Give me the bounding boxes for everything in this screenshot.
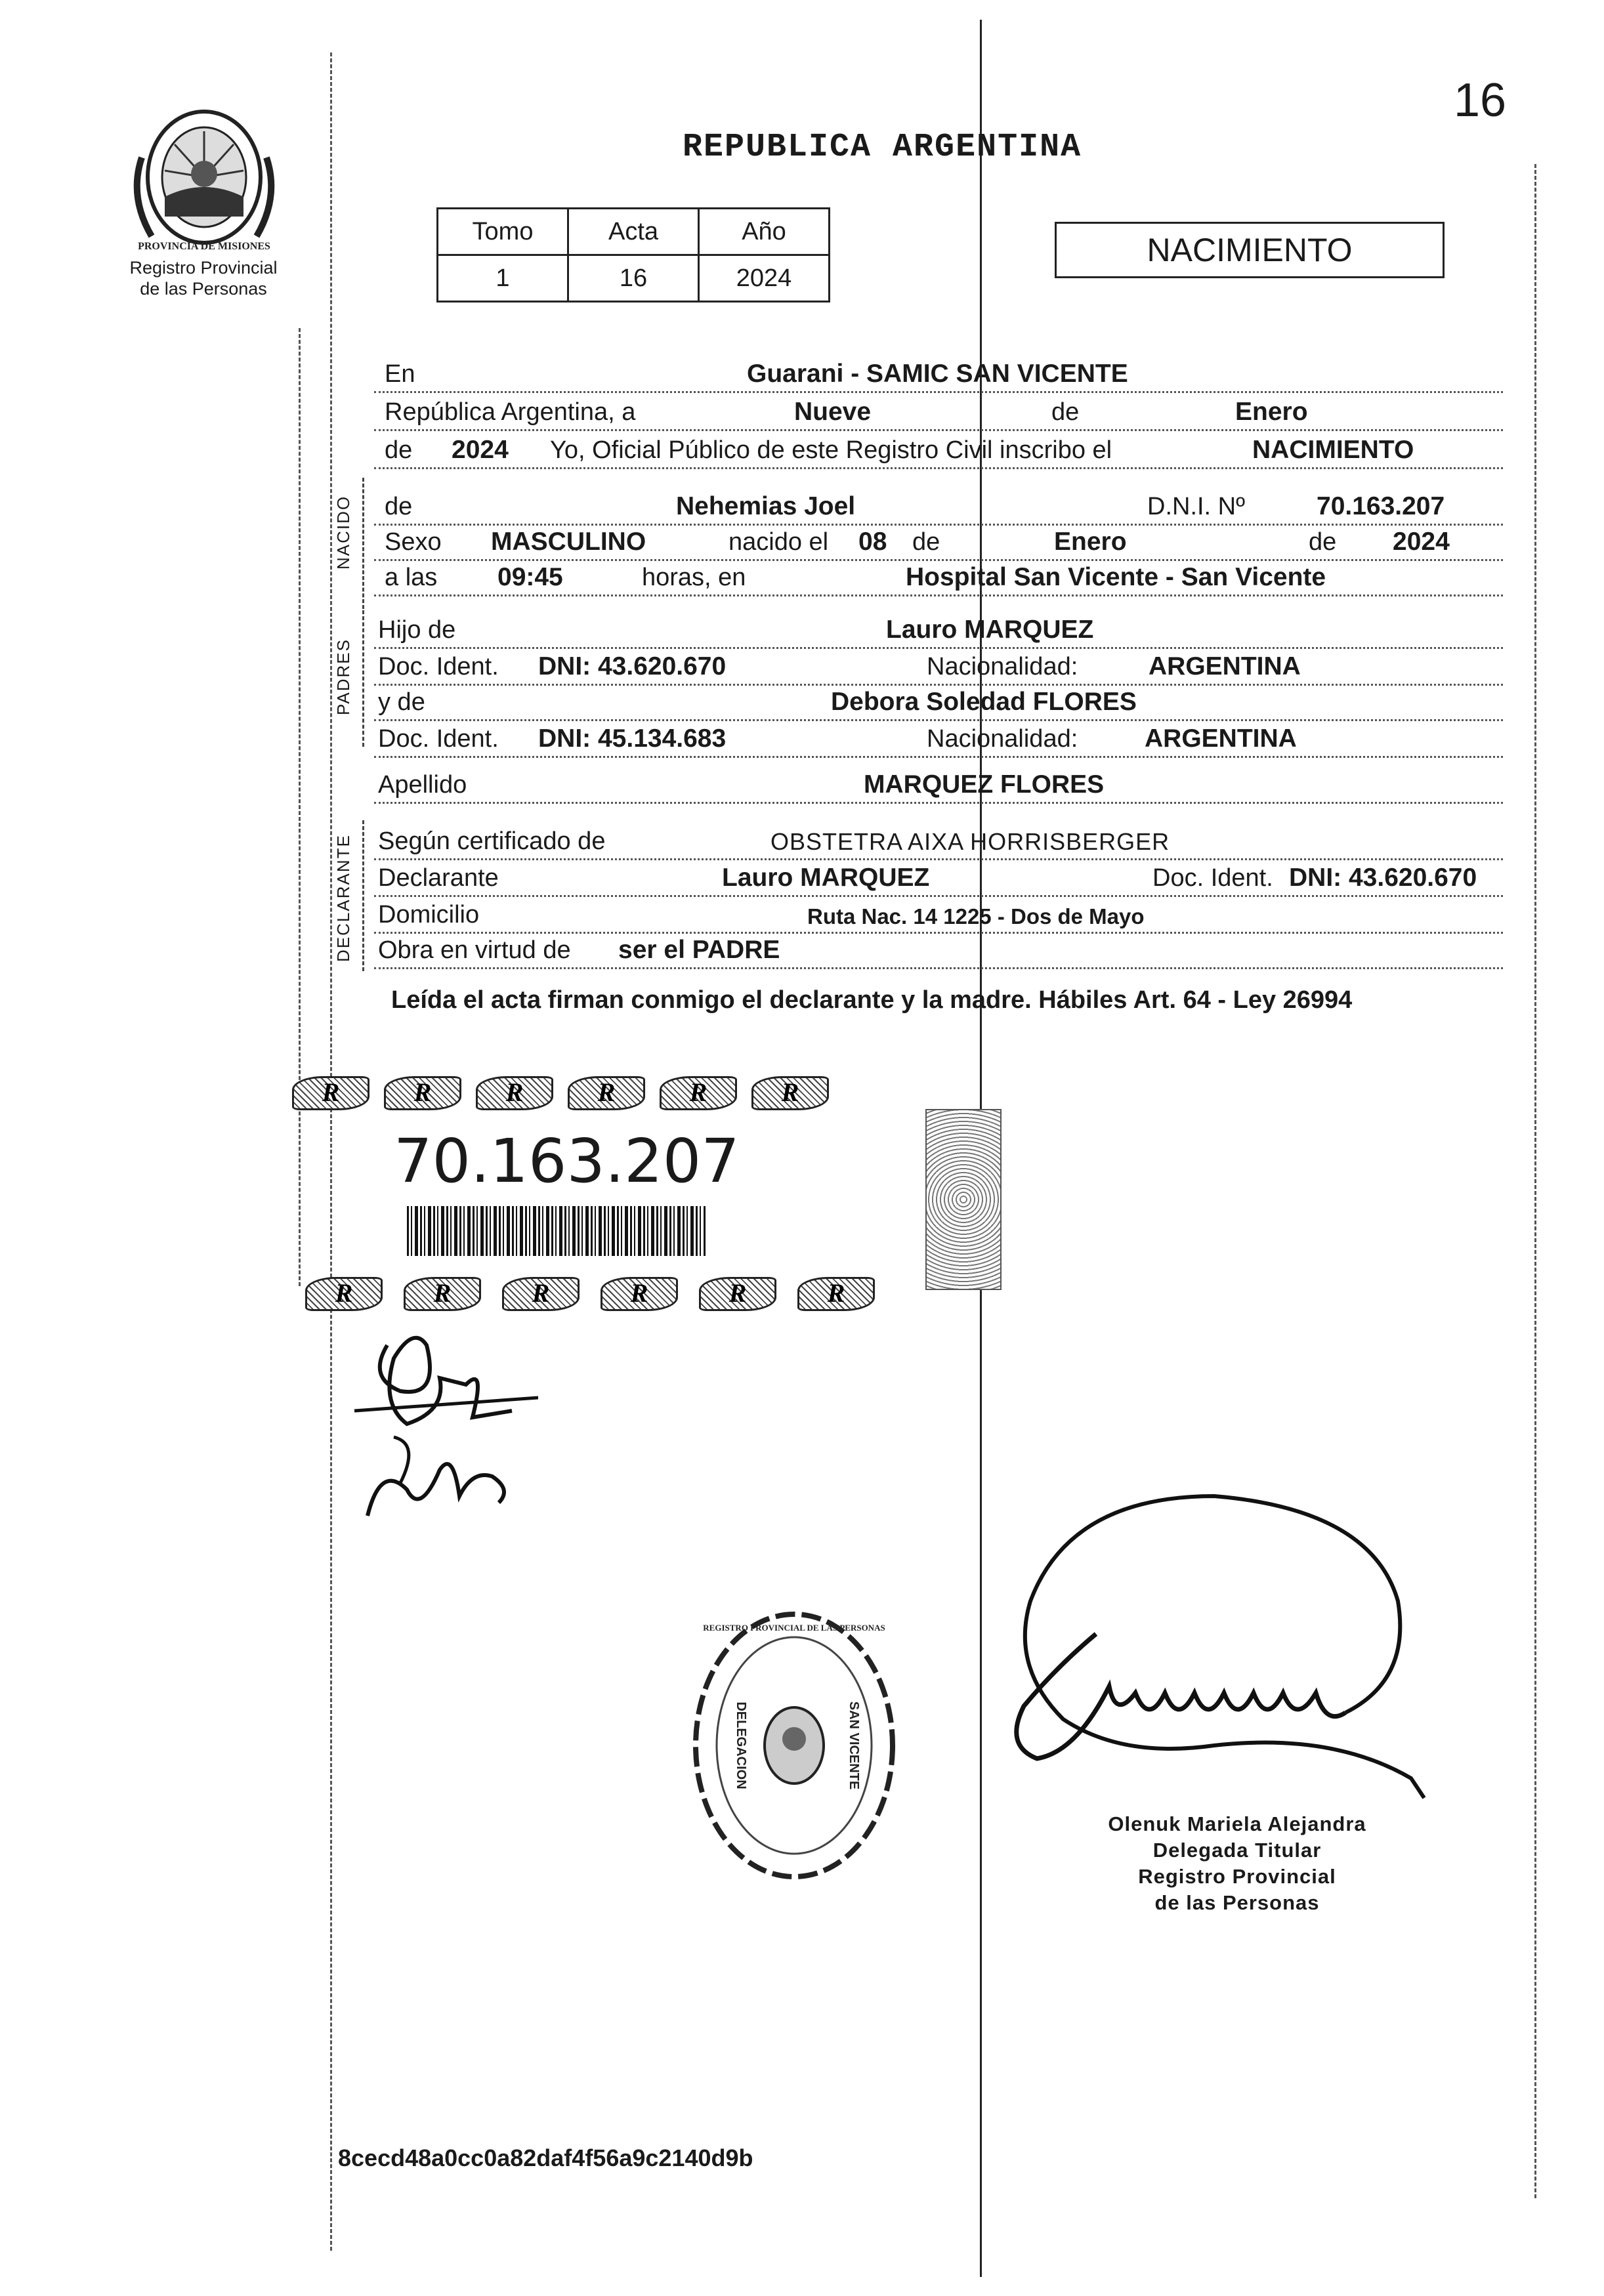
de-label-2: de <box>912 528 940 556</box>
signatory-block <box>1066 1811 1408 1916</box>
time-value: 09:45 <box>497 563 563 591</box>
father-nationality-label: Nacionalidad: <box>927 653 1078 680</box>
official-text: Yo, Oficial Público de este Registro Civil inscribo el <box>550 436 1112 464</box>
de-label: de <box>1051 398 1080 426</box>
row-place <box>374 354 1503 393</box>
row-mother-doc <box>374 719 1503 758</box>
seal-inner-right: SAN VICENTE <box>847 1701 861 1790</box>
day-value: Nueve <box>794 398 872 426</box>
de-label-3: de <box>1309 528 1337 556</box>
domicilio-value: Ruta Nac. 14 1225 - Dos de Mayo <box>807 904 1145 929</box>
hologram-strip <box>925 1109 1002 1290</box>
dni-value: 70.163.207 <box>1317 492 1445 520</box>
year-prefix: de <box>385 436 413 464</box>
right-margin-dashes <box>1534 164 1536 2198</box>
declarante-value: Lauro MARQUEZ <box>722 864 930 892</box>
crest-lettering: PROVINCIA DE MISIONES <box>138 241 270 252</box>
republica-label: República Argentina, a <box>385 398 636 426</box>
mother-nationality-label: Nacionalidad: <box>927 725 1078 753</box>
row-official <box>374 430 1503 469</box>
row-declarant <box>374 858 1503 897</box>
nacido-bracket <box>362 478 364 609</box>
anio-header: Año <box>699 209 830 255</box>
en-label: En <box>385 360 415 388</box>
document-hash: 8cecd48a0cc0a82daf4f56a9c2140d9b <box>338 2144 753 2171</box>
left-margin-dashes <box>330 52 332 2251</box>
sexo-label: Sexo <box>385 528 442 556</box>
row-address <box>374 895 1503 934</box>
nacido-el-label: nacido el <box>728 528 829 556</box>
row-date <box>374 392 1503 431</box>
apellido-label: Apellido <box>378 771 467 799</box>
row-time-place <box>374 558 1503 596</box>
name-label: de <box>385 493 413 520</box>
anio-value: 2024 <box>699 255 830 302</box>
signatory-name: Olenuk Mariela Alejandra <box>1108 1812 1366 1835</box>
mother-name: Debora Soledad FLORES <box>831 688 1137 716</box>
security-mark: R <box>601 1277 678 1311</box>
inscribo-value: NACIMIENTO <box>1252 436 1414 464</box>
horas-en-label: horas, en <box>642 564 746 591</box>
obra-label: Obra en virtud de <box>378 936 571 964</box>
hijo-de-label: Hijo de <box>378 616 456 644</box>
father-nationality: ARGENTINA <box>1149 652 1301 680</box>
tomo-value: 1 <box>438 255 568 302</box>
side-label-declarante: DECLARANTE <box>333 834 353 962</box>
month-value: Enero <box>1235 398 1308 426</box>
acta-value: 16 <box>568 255 699 302</box>
apellido-value: MARQUEZ FLORES <box>864 770 1105 799</box>
row-mother <box>374 682 1503 721</box>
page-number: 16 <box>1454 74 1507 127</box>
side-label-nacido: NACIDO <box>333 495 353 570</box>
obra-value: ser el PADRE <box>618 936 780 964</box>
security-band-top <box>292 1076 870 1106</box>
father-name: Lauro MARQUEZ <box>886 616 1094 644</box>
row-capacity <box>374 930 1503 969</box>
birth-day: 08 <box>858 528 887 556</box>
declarante-doc: DNI: 43.620.670 <box>1289 864 1477 892</box>
security-mark: R <box>660 1076 737 1110</box>
security-mark: R <box>797 1277 875 1311</box>
row-name <box>374 487 1503 526</box>
name-value: Nehemias Joel <box>676 492 856 520</box>
signatory-org-2: de las Personas <box>1154 1891 1320 1914</box>
security-mark: R <box>292 1076 369 1110</box>
closing-note: Leída el acta firman conmigo el declarante y la madre. Hábiles Art. 64 - Ley 26994 <box>391 986 1353 1014</box>
declarante-label: Declarante <box>378 864 499 892</box>
security-mark: R <box>476 1076 553 1110</box>
certificado-value: OBSTETRA AIXA HORRISBERGER <box>770 828 1170 855</box>
security-mark: R <box>305 1277 383 1311</box>
mother-doc-label: Doc. Ident. <box>378 725 499 753</box>
seal-inner-left: DELEGACION <box>734 1701 748 1789</box>
mother-doc: DNI: 45.134.683 <box>538 724 727 753</box>
en-value: Guarani - SAMIC SAN VICENTE <box>747 360 1128 388</box>
birth-month: Enero <box>1054 528 1127 556</box>
tomo-header: Tomo <box>438 209 568 255</box>
domicilio-label: Domicilio <box>378 901 480 929</box>
record-type-box: NACIMIENTO <box>1055 222 1445 278</box>
security-mark: R <box>502 1277 580 1311</box>
year-value: 2024 <box>452 436 509 464</box>
declarante-bracket <box>362 820 364 971</box>
side-label-padres: PADRES <box>333 638 353 715</box>
father-doc: DNI: 43.620.670 <box>538 652 727 680</box>
record-index-table <box>436 207 830 303</box>
row-certificate <box>374 822 1503 860</box>
row-sex-birth <box>374 522 1503 561</box>
acta-header: Acta <box>568 209 699 255</box>
misiones-crest-icon <box>129 98 280 256</box>
row-father-doc <box>374 647 1503 686</box>
padres-bracket <box>362 610 364 747</box>
security-band-bottom <box>292 1277 870 1307</box>
sexo-value: MASCULINO <box>491 528 646 556</box>
birth-year: 2024 <box>1393 528 1450 556</box>
left-margin-dashes-outer <box>299 328 301 1286</box>
seal-ring-text: REGISTRO PROVINCIAL DE LAS PERSONAS <box>703 1623 885 1633</box>
official-signature <box>939 1470 1450 1811</box>
security-mark: R <box>699 1277 776 1311</box>
declarant-signature <box>341 1319 538 1535</box>
dni-label: D.N.I. Nº <box>1147 493 1245 520</box>
security-mark: R <box>404 1277 481 1311</box>
security-mark: R <box>568 1076 645 1110</box>
row-father <box>374 610 1503 649</box>
mother-nationality: ARGENTINA <box>1145 724 1297 753</box>
dni-large-number: 70.163.207 <box>394 1126 740 1196</box>
official-seal <box>686 1601 902 1890</box>
document-title: REPUBLICA ARGENTINA <box>683 129 1082 166</box>
barcode <box>407 1206 706 1256</box>
place-value: Hospital San Vicente - San Vicente <box>906 563 1326 591</box>
signatory-org-1: Registro Provincial <box>1138 1865 1336 1888</box>
registry-caption <box>98 257 308 299</box>
a-las-label: a las <box>385 564 438 591</box>
registry-line-2: de las Personas <box>140 279 267 299</box>
registry-line-1: Registro Provincial <box>129 258 278 278</box>
certificado-label: Según certificado de <box>378 827 606 855</box>
declarante-doc-label: Doc. Ident. <box>1152 864 1273 892</box>
father-doc-label: Doc. Ident. <box>378 653 499 680</box>
row-surname <box>374 765 1503 804</box>
y-de-label: y de <box>378 688 425 716</box>
security-mark: R <box>384 1076 461 1110</box>
security-mark: R <box>751 1076 829 1110</box>
signatory-title: Delegada Titular <box>1152 1839 1322 1862</box>
